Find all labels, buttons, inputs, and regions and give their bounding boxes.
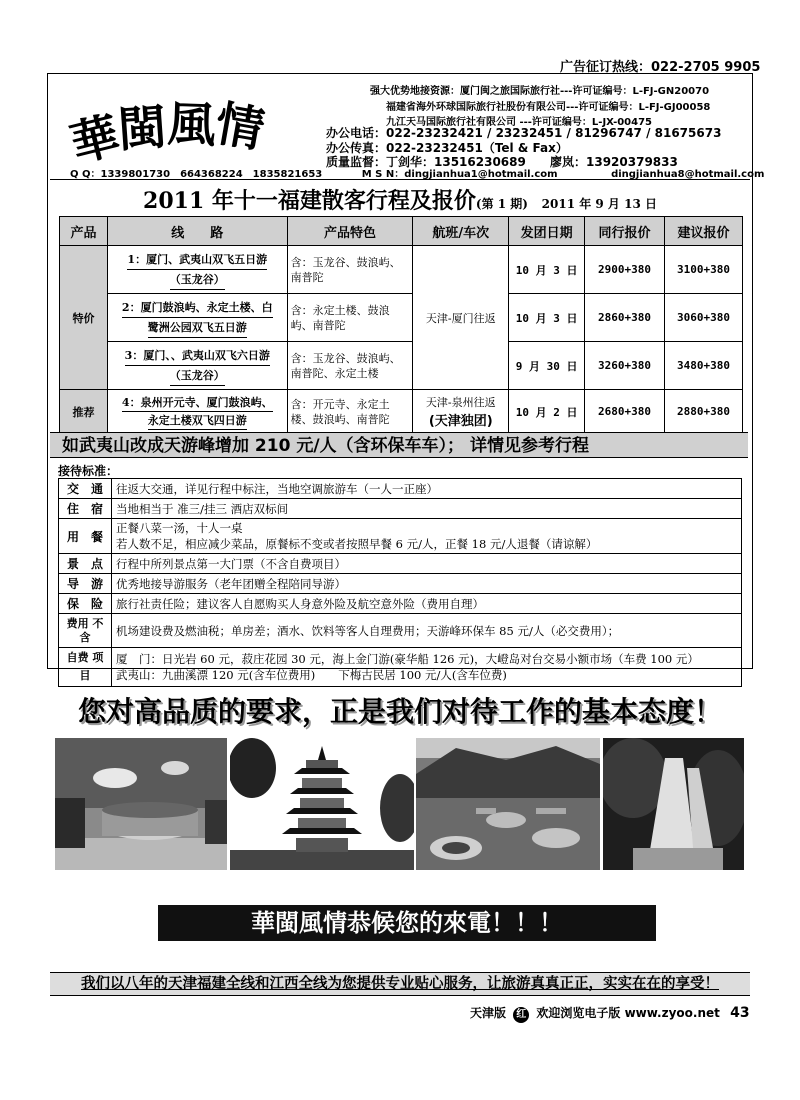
slogan: 您对高品质的要求，正是我们对待工作的基本态度！: [77, 695, 722, 728]
edition-label: 天津版: [470, 1006, 507, 1020]
title-date: 2011 年 9 月 13 日: [541, 197, 657, 211]
quality-supervisor-2: 廖岚：13920379833: [550, 155, 678, 169]
table-row: [59, 479, 742, 499]
table-row: [60, 342, 743, 390]
depart-date: 10 月 3 日: [509, 294, 585, 342]
photo-tulou-cluster: [416, 738, 600, 870]
depart-date: 10 月 3 日: [509, 246, 585, 294]
photo-tulou: [55, 738, 227, 870]
red-badge-icon: 红: [513, 1007, 529, 1023]
std-key: 景 点: [59, 554, 112, 574]
tulou-image: [55, 738, 227, 870]
depart-date: 10 月 2 日: [509, 390, 585, 434]
photo-waterfall: [603, 738, 744, 870]
std-key: 用 餐: [59, 519, 112, 554]
std-key: 住 宿: [59, 499, 112, 519]
std-value: 旅行社责任险；建议客人自愿购买人身意外险及航空意外险（费用自理）: [112, 594, 742, 614]
depart-date: 9 月 30 日: [509, 342, 585, 390]
col-header: 航班/车次: [413, 217, 509, 246]
feature-cell: 含：玉龙谷、鼓浪屿、南普陀: [287, 246, 413, 294]
office-phone: 办公电话：022-23232421 / 23232451 / 81296747 / 81675673: [326, 126, 722, 140]
col-header: 产品特色: [287, 217, 413, 246]
feature-cell: 含：开元寺、永定土楼、鼓浪屿、南普陀: [287, 390, 413, 434]
std-value: 行程中所列景点第一大门票（不含自费项目）: [112, 554, 742, 574]
col-header: 发团日期: [509, 217, 585, 246]
footer: [470, 1004, 750, 1023]
feature-cell: 含：玉龙谷、鼓浪屿、南普陀、永定土楼: [287, 342, 413, 390]
peer-price: 3260+380: [585, 342, 665, 390]
price-table: [59, 216, 743, 434]
table-row: [60, 246, 743, 294]
brand-logo: 華閩風情: [64, 95, 271, 174]
resource-line-3: 九江天马国际旅行社有限公司 ---许可证编号：L-JX-00475: [386, 117, 653, 128]
col-header: 产品: [60, 217, 108, 246]
category-recommend: 推荐: [60, 390, 108, 434]
msn-address-2[interactable]: dingjianhua8@hotmail.com: [611, 169, 765, 180]
std-value: 往返大交通，详见行程中标注，当地空调旅游车（一人一正座）: [112, 479, 742, 499]
standards-label: 接待标准：: [58, 464, 119, 478]
std-key: 自费 项目: [59, 648, 112, 687]
std-key: 费用 不含: [59, 614, 112, 648]
suggested-price: 3100+380: [664, 246, 742, 294]
quality-supervisor: 质量监督：丁剑华：13516230689: [326, 155, 526, 169]
table-header-row: [60, 217, 743, 246]
qq-numbers: Q Q：1339801730 664368224 1835821653: [70, 169, 323, 180]
transport-cell: 天津-厦门往返: [413, 246, 509, 390]
route-cell: 2：厦门鼓浪屿、永定土楼、白 鹭洲公园双飞五日游: [107, 294, 287, 342]
std-value: 正餐八菜一汤，十人一桌 若人数不足，相应减少菜品，原餐标不变或者按照早餐 6 元/人，正餐 18 元/人退餐（请谅解）: [112, 519, 742, 554]
table-row: [59, 519, 742, 554]
table-row: [59, 574, 742, 594]
feature-cell: 含：永定土楼、鼓浪屿、南普陀: [287, 294, 413, 342]
route-cell: 3：厦门、、武夷山双飞六日游 （玉龙谷）: [107, 342, 287, 390]
suggested-price: 2880+380: [664, 390, 742, 434]
table-row: [59, 554, 742, 574]
table-row: [60, 390, 743, 434]
resource-line-1: 强大优势地接资源：厦门闽之旅国际旅行社---许可证编号：L-FJ-GN20070: [370, 86, 710, 97]
table-row: [59, 594, 742, 614]
col-header: 线 路: [107, 217, 287, 246]
col-header: 建议报价: [664, 217, 742, 246]
std-value: 优秀地接导游服务（老年团赠全程陪同导游）: [112, 574, 742, 594]
std-value: 厦 门：日光岩 60 元，菽庄花园 30 元，海上金门游(豪华船 126 元)，大嶝岛对台交易小额市场（车费 100 元） 武夷山：九曲溪漂 120 元(含车位费用) 下梅古民居 100 元/人(含车位费): [112, 648, 742, 687]
suggested-price: 3060+380: [664, 294, 742, 342]
msn-address[interactable]: M S N：dingjianhua1@hotmail.com: [361, 169, 558, 180]
website-link[interactable]: 欢迎浏览电子版 www.zyoo.net: [536, 1006, 720, 1020]
tulou-cluster-image: [416, 738, 600, 870]
title-issue: (第 1 期): [475, 197, 528, 211]
call-banner: 華閩風情恭候您的來電！！！: [158, 905, 656, 941]
col-header: 同行报价: [585, 217, 665, 246]
office-fax: 办公传真：022-23232451（Tel & Fax）: [326, 141, 568, 155]
resource-line-2: 福建省海外环球国际旅行社股份有限公司---许可证编号：L-FJ-GJ00058: [386, 102, 711, 113]
ad-hotline: 广告征订热线：022-2705 9905: [560, 60, 761, 75]
photo-pagoda: [230, 738, 414, 870]
route-cell: 4：泉州开元寺、厦门鼓浪屿、 永定土楼双飞四日游: [107, 390, 287, 434]
title-main: 2011 年十一福建散客行程及报价: [143, 188, 476, 214]
route-cell: 1：厦门、武夷山双飞五日游 （玉龙谷）: [107, 246, 287, 294]
category-special: 特价: [60, 246, 108, 390]
peer-price: 2680+380: [585, 390, 665, 434]
pagoda-image: [230, 738, 414, 870]
peer-price: 2900+380: [585, 246, 665, 294]
std-key: 交 通: [59, 479, 112, 499]
table-row: [59, 614, 742, 648]
notice-bar: 如武夷山改成天游峰增加 210 元/人（含环保车车）； 详情见参考行程: [50, 432, 748, 458]
page-number: 43: [730, 1005, 750, 1021]
service-statement: 我们以八年的天津福建全线和江西全线为您提供专业贴心服务，让旅游真真正正，实实在在的享受！: [50, 972, 750, 996]
table-row: [59, 499, 742, 519]
peer-price: 2860+380: [585, 294, 665, 342]
table-row: [59, 648, 742, 687]
suggested-price: 3480+380: [664, 342, 742, 390]
std-key: 保 险: [59, 594, 112, 614]
waterfall-image: [603, 738, 744, 870]
std-value: 机场建设费及燃油税；单房差；酒水、饮料等客人自理费用；天游峰环保车 85 元/人（必交费用）；: [112, 614, 742, 648]
page-title: [50, 184, 750, 215]
std-key: 导 游: [59, 574, 112, 594]
table-row: [60, 294, 743, 342]
header-divider: [50, 179, 750, 180]
standards-table: [58, 478, 742, 687]
std-value: 当地相当于 准三/挂三 酒店双标间: [112, 499, 742, 519]
contact-line: [70, 165, 765, 180]
transport-cell: 天津-泉州往返 (天津独团): [413, 390, 509, 434]
